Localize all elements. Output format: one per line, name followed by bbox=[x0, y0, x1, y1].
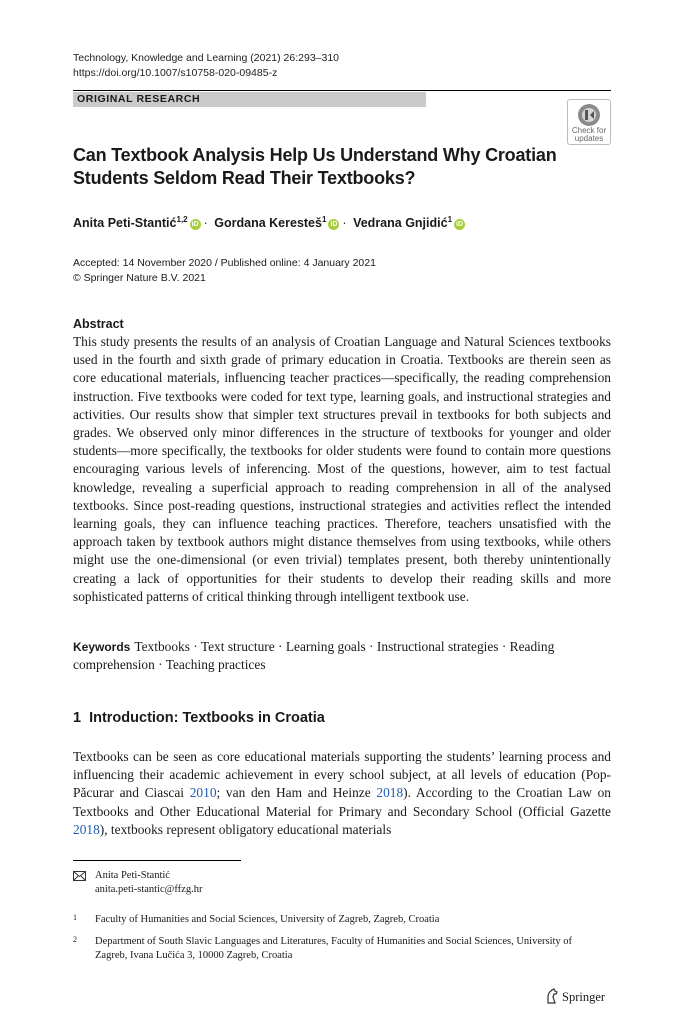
journal-header bbox=[73, 51, 339, 81]
author-name[interactable]: Anita Peti-Stantić bbox=[73, 216, 177, 231]
abstract-heading: Abstract bbox=[73, 317, 124, 331]
check-updates-line2: updates bbox=[574, 134, 604, 143]
orcid-icon[interactable]: iD bbox=[330, 221, 338, 229]
envelope-icon bbox=[73, 871, 86, 881]
article-title bbox=[73, 144, 573, 190]
publisher-logo bbox=[545, 988, 605, 1005]
orcid-icon[interactable]: iD bbox=[456, 221, 464, 229]
journal-citation: Technology, Knowledge and Learning (2021) 26:293–310 bbox=[73, 52, 340, 64]
springer-horse-icon bbox=[545, 988, 559, 1004]
citation-link[interactable]: 2010 bbox=[189, 785, 217, 801]
publication-dates bbox=[73, 256, 376, 286]
article-type-label: ORIGINAL RESEARCH bbox=[73, 92, 426, 107]
author-name[interactable]: Vedrana Gnjidić bbox=[353, 216, 448, 231]
intro-text-segment: ; van den Ham and Heinze bbox=[216, 785, 377, 801]
author-list: Anita Peti-Stantić$^{1,2}$iD · Gordana Keresteš$^1$iD · Vedrana Gnjidić$^1$iD bbox=[73, 215, 464, 231]
header-rule bbox=[73, 90, 611, 91]
doi-link[interactable]: https://doi.org/10.1007/s10758-020-09485-z bbox=[73, 67, 278, 79]
keywords-block bbox=[73, 638, 611, 674]
accepted-published-dates: Accepted: 14 November 2020 / Published online: 4 January 2021 bbox=[73, 257, 376, 269]
contact-email[interactable]: anita.peti-stantic@ffzg.hr bbox=[95, 884, 203, 895]
author-affiliation: 1,2 bbox=[176, 215, 188, 224]
contact-name: Anita Peti-Stantić bbox=[95, 870, 170, 881]
section-title: Introduction: Textbooks in Croatia bbox=[89, 710, 325, 726]
intro-paragraph bbox=[73, 748, 611, 839]
footnote-rule bbox=[73, 860, 241, 861]
affiliation-text: Faculty of Humanities and Social Sciences, University of Zagreb, Zagreb, Croatia bbox=[95, 914, 440, 925]
abstract-text: This study presents the results of an analysis of Croatian Language and Natural Sciences textbooks used in the fourth and sixth grade of primary education in Croatia. Textbooks are therein seen as core educational materials, influencing teacher practices—specifically, the reading comprehension instruction. Five textbooks were coded for text type, learning goals, and instructional strategies and activities. Our results show that simpler text structures prevail in textbooks for both subjects and grades. We observed only minor differences in the structure of textbooks for younger and older students—more specifically, the textbooks for older students were found to contain more questions encouraging various levels of inferencing. Most of the questions, however, aim to test factual knowledge, revealing a superficial approach to reading comprehension in all of the analysed textbooks. Since post-reading questions, instructional strategies and activities reflect the intended learning goals, they can influence teaching practices. Therefore, teachers unsatisfied with the approach taken by textbook authors might distance themselves from using textbooks, while others might use the one-dimensional (or even trivial) templates present, both thereby unintentionally creating a lack of opportunities for their students to develop their reading skills and more sophisticated patterns of critical thinking through intelligent textbook use. bbox=[73, 334, 611, 604]
check-for-updates-badge[interactable] bbox=[567, 99, 611, 145]
intro-text-segment: ). According to the Croatian Law on Textbooks and Other Educational Material for Primary and Secondary School (Official Gazette bbox=[73, 785, 611, 819]
author-affiliation: 1 bbox=[321, 215, 327, 224]
intro-text-segment: Textbooks can be seen as core educational materials supporting the students’ learning process and influencing their academic achievement in every school subject, at all levels of education (Pop-Păcurar and Ciascai bbox=[73, 749, 611, 801]
author-affiliation: 1 bbox=[447, 215, 453, 224]
check-updates-line1: Check for bbox=[571, 126, 607, 135]
keywords-label: Keywords bbox=[73, 640, 131, 654]
title-line-1: Can Textbook Analysis Help Us Understand Why Croatian bbox=[73, 145, 557, 165]
affiliation-mark: 1 bbox=[73, 913, 77, 922]
affiliation-text: Department of South Slavic Languages and Literatures, Faculty of Humanities and Social Sciences, University of Zagreb, Ivana Lučića 3, 10000 Zagreb, Croatia bbox=[95, 936, 573, 961]
keywords-list: Textbooks · Text structure · Learning goals · Instructional strategies · Reading comprehension · Teaching practices bbox=[73, 639, 555, 673]
orcid-icon[interactable]: iD bbox=[191, 221, 199, 229]
copyright-line: © Springer Nature B.V. 2021 bbox=[73, 272, 206, 284]
section-number: 1 bbox=[73, 710, 82, 726]
affiliation-mark: 2 bbox=[73, 935, 77, 944]
publisher-name: Springer bbox=[562, 990, 606, 1004]
citation-link[interactable]: 2018 bbox=[376, 785, 404, 801]
check-updates-icon bbox=[577, 103, 601, 127]
title-line-2: Students Seldom Read Their Textbooks? bbox=[73, 168, 416, 188]
section-heading bbox=[73, 710, 325, 726]
author-name[interactable]: Gordana Keresteš bbox=[214, 216, 322, 231]
citation-link[interactable]: 2018 bbox=[73, 821, 100, 837]
intro-text-segment: ), textbooks represent obligatory educational materials bbox=[99, 821, 392, 837]
